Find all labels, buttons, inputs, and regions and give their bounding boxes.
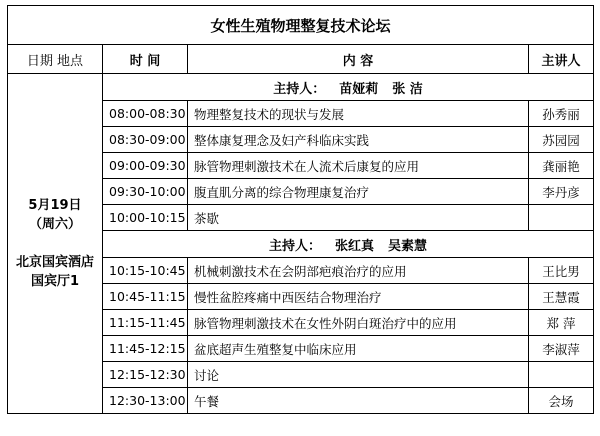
time-cell: 12:30-13:00 [103, 388, 188, 414]
host-name: 吴素慧 [388, 238, 428, 254]
content-cell: 午餐 [188, 388, 529, 414]
speaker-cell [529, 362, 594, 388]
header-time: 时 间 [103, 45, 188, 74]
time-cell: 10:00-10:15 [103, 205, 188, 231]
header-row [8, 45, 594, 74]
speaker-cell: 李淑萍 [529, 336, 594, 362]
host-name: 苗娅莉 [339, 81, 379, 97]
session-host-row [8, 74, 594, 101]
session-host-cell [103, 74, 594, 101]
page-title: 女性生殖物理整复技术论坛 [8, 6, 594, 45]
content-cell: 讨论 [188, 362, 529, 388]
time-cell: 10:45-11:15 [103, 284, 188, 310]
host-label: 主持人： [273, 81, 326, 97]
speaker-cell: 王慧霞 [529, 284, 594, 310]
speaker-cell: 孙秀丽 [529, 101, 594, 127]
header-speaker: 主讲人 [529, 45, 594, 74]
host-label: 主持人： [268, 238, 321, 254]
session-host-cell [103, 231, 594, 258]
date-place-cell [8, 74, 103, 414]
content-cell: 茶歇 [188, 205, 529, 231]
header-date-place: 日期 地点 [8, 45, 103, 74]
time-cell: 10:15-10:45 [103, 258, 188, 284]
content-cell: 盆底超声生殖整复中临床应用 [188, 336, 529, 362]
speaker-cell: 郑 萍 [529, 310, 594, 336]
spacer [8, 234, 102, 253]
speaker-cell [529, 205, 594, 231]
event-weekday: （周六） [28, 217, 81, 232]
speaker-cell: 苏园园 [529, 127, 594, 153]
content-cell: 脉管物理刺激技术在人流术后康复的应用 [188, 153, 529, 179]
content-cell: 机械刺激技术在会阴部疤痕治疗的应用 [188, 258, 529, 284]
time-cell: 11:15-11:45 [103, 310, 188, 336]
content-cell: 整体康复理念及妇产科临床实践 [188, 127, 529, 153]
event-venue: 北京国宾酒店 [15, 255, 94, 270]
time-cell: 09:30-10:00 [103, 179, 188, 205]
event-hall: 国宾厅1 [30, 274, 80, 289]
header-content: 内 容 [188, 45, 529, 74]
speaker-cell: 王比男 [529, 258, 594, 284]
content-cell: 慢性盆腔疼痛中西医结合物理治疗 [188, 284, 529, 310]
speaker-cell: 会场 [529, 388, 594, 414]
time-cell: 08:00-08:30 [103, 101, 188, 127]
content-cell: 脉管物理刺激技术在女性外阴白斑治疗中的应用 [188, 310, 529, 336]
time-cell: 09:00-09:30 [103, 153, 188, 179]
host-name: 张红真 [335, 238, 375, 254]
speaker-cell: 李丹彦 [529, 179, 594, 205]
speaker-cell: 龚丽艳 [529, 153, 594, 179]
event-date: 5月19日 [28, 198, 82, 213]
time-cell: 12:15-12:30 [103, 362, 188, 388]
schedule-table [7, 5, 594, 414]
content-cell: 物理整复技术的现状与发展 [188, 101, 529, 127]
time-cell: 11:45-12:15 [103, 336, 188, 362]
host-name: 张 洁 [392, 81, 423, 97]
time-cell: 08:30-09:00 [103, 127, 188, 153]
content-cell: 腹直肌分离的综合物理康复治疗 [188, 179, 529, 205]
title-row [8, 6, 594, 45]
